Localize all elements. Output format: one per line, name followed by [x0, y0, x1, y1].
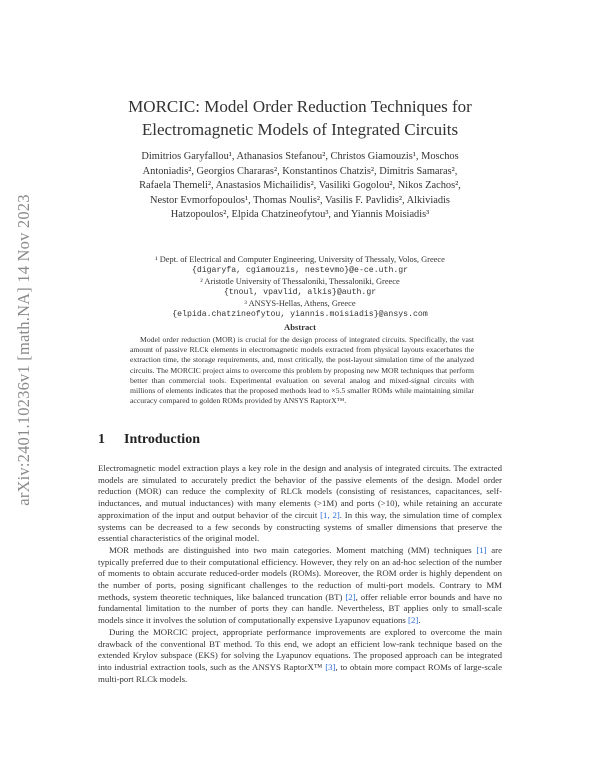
text-run: are typically preferred due to their computational efficiency. However, they rely on an ad-hoc selection of the number of moments to obtain accurate reduced-order models (ROMs). Moreover, the ROM order is highly dependent on the number of ports, posing significant challenges to the reduction of multi-port models. Contrary to MM methods, system theoretic techniques, like balanced truncation (BT)	[98, 544, 502, 602]
citation-link[interactable]: [1]	[476, 544, 487, 555]
text-run: , offer reliable error bounds and have no fundamental limitation to the number of ports they can handle. Nevertheless, BT applies only to small-scale models since it involves the solution of computationally expensive Lyapunov equations	[98, 591, 502, 626]
text-run: Electromagnetic model extraction plays a key role in the design and analysis of integrated circuits. The extracted models are simulated to accurately predict the behavior of the passive elements of the design. Model order reduction (MOR) can reduce the complexity of RLCk models (consisting of resistances, capacitances, self-inductances, and mutual inductances) with many elements (>1M) and ports (>10), while retaining an accurate approximation of the input and output behavior of the circuit	[98, 463, 502, 520]
section-number: 1	[98, 432, 105, 447]
section-heading	[98, 432, 200, 448]
body-text	[98, 463, 502, 685]
text-run: During the MORCIC project, appropriate performance improvements are explored to overcome the main drawback of the conventional BT method. To this end, we adopt an efficient low-rank technique based on the extended Krylov subspace (EKS) for solving the Lyapunov equations. The proposed approach can be integrated into industrial extraction tools, such as the ANSYS RaptorX™	[98, 626, 502, 672]
title-line-1: MORCIC: Model Order Reduction Techniques for	[128, 97, 472, 116]
affiliation-3: ³ ANSYS-Hellas, Athens, Greece	[244, 299, 356, 308]
affiliation-3-email: {elpida.chatzineofytou, yiannis.moisiadis}@ansys.com	[172, 310, 428, 319]
author-line: Antoniadis², Georgios Chararas², Konstantinos Chatzis², Dimitris Samaras²,	[142, 165, 458, 177]
author-line: Hatzopoulos², Elpida Chatzineofytou³, and Yiannis Moisiadis³	[170, 209, 430, 220]
paragraph-3	[98, 627, 502, 686]
abstract-text: Model order reduction (MOR) is crucial for the design process of integrated circuits. Specifically, the vast amount of passive RLCk elements in electromagnetic models extracted from physical layouts exacerbates the extraction time, the storage requirements, and, most critically, the post-layout simulation time of the analyzed circuits. The MORCIC project aims to overcome this problem by proposing new MOR techniques that perform better than commercial tools. Experimental evaluation on several analog and mixed-signal circuits with millions of elements indicates that the proposed methods lead to ×5.5 smaller ROMs while maintaining similar accuracy compared to golden ROMs provided by ANSYS RaptorX™.	[130, 335, 474, 406]
citation-link[interactable]: [2]	[408, 615, 419, 626]
text-run: MOR methods are distinguished into two main categories. Moment matching (MM) techniques	[109, 544, 477, 555]
paragraph-2	[98, 545, 502, 627]
affiliation-2: ² Aristotle University of Thessaloniki, Thessaloniki, Greece	[200, 277, 400, 286]
author-list	[96, 150, 504, 223]
text-run: . In this way, the simulation time of complex systems can be decreased to a few seconds by constructing systems of smaller dimensions that preserve the essential characteristics of the original model.	[98, 509, 502, 544]
affiliation-2-email: {tnoul, vpavlid, alkis}@auth.gr	[223, 288, 377, 297]
author-line: Nestor Evmorfopoulos¹, Thomas Noulis², Vasilis F. Pavlidis², Alkiviadis	[150, 194, 450, 206]
text-run: , to obtain more compact ROMs of large-scale multi-port RLCk models.	[98, 661, 502, 684]
paper-title	[100, 95, 500, 141]
affiliation-1: ¹ Dept. of Electrical and Computer Engineering, University of Thessaly, Volos, Greece	[155, 255, 445, 264]
paragraph-1	[98, 463, 502, 545]
citation-link[interactable]: [2]	[345, 591, 356, 602]
section-title: Introduction	[124, 432, 200, 447]
citation-link[interactable]: [1, 2]	[320, 509, 340, 520]
arxiv-identifier: arXiv:2401.10236v1 [math.NA] 14 Nov 2023	[14, 194, 33, 506]
arxiv-sidebar	[4, 100, 44, 600]
author-line: Rafaela Themeli², Anastasios Michailidis², Vasiliki Gogolou², Nikos Zachos²,	[139, 180, 461, 191]
abstract-block	[130, 335, 474, 406]
affiliation-1-email: {digaryfa, cgiamouzis, nestevmo}@e-ce.uth.gr	[191, 266, 409, 275]
author-line: Dimitrios Garyfallou¹, Athanasios Stefanou², Christos Giamouzis¹, Moschos	[141, 151, 459, 162]
affiliations	[110, 254, 490, 320]
abstract-heading: Abstract	[284, 322, 316, 332]
title-line-2: Electromagnetic Models of Integrated Circuits	[141, 120, 459, 139]
text-run: .	[418, 615, 421, 626]
citation-link[interactable]: [3]	[325, 661, 336, 672]
